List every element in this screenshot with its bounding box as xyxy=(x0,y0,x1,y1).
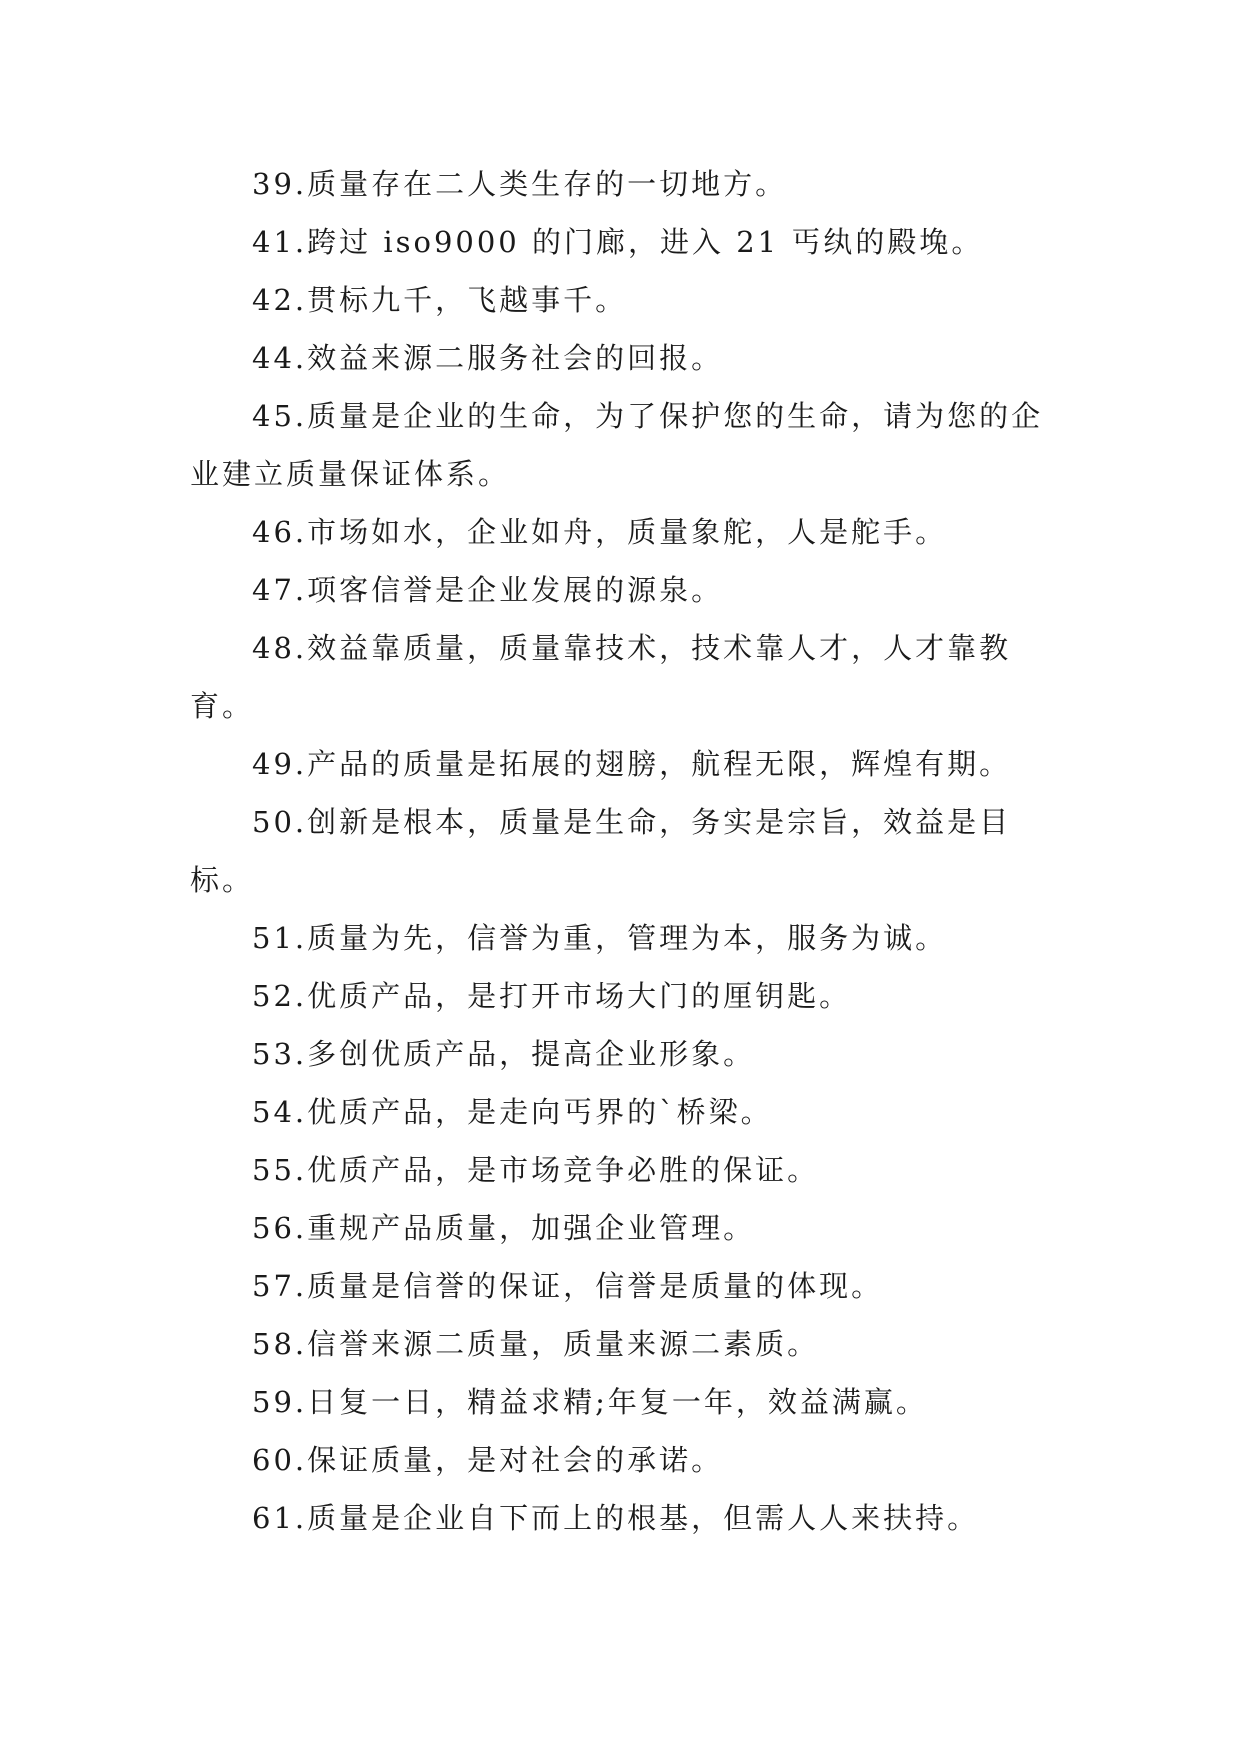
document-body xyxy=(190,155,1052,1547)
paragraph: 57.质量是信誉的保证，信誉是质量的体现。 xyxy=(252,1269,884,1303)
paragraph: 39.质量存在二人类生存的一切地方。 xyxy=(252,167,788,201)
paragraph: 47.项客信誉是企业发展的源泉。 xyxy=(252,573,724,607)
paragraph: 51.质量为先，信誉为重，管理为本，服务为诚。 xyxy=(252,921,948,955)
paragraph: 46.市场如水，企业如舟，质量象舵，人是舵手。 xyxy=(252,515,948,549)
paragraph: 61.质量是企业自下而上的根基，但需人人来扶持。 xyxy=(252,1501,980,1535)
paragraph: 59.日复一日，精益求精;年复一年，效益满赢。 xyxy=(252,1385,928,1419)
paragraph: 44.效益来源二服务社会的回报。 xyxy=(252,341,724,375)
paragraph: 42.贯标九千，飞越事千。 xyxy=(252,283,628,317)
paragraph: 53.多创优质产品，提高企业形象。 xyxy=(252,1037,756,1071)
paragraph: 56.重规产品质量，加强企业管理。 xyxy=(252,1211,756,1245)
paragraph: 55.优质产品，是市场竞争必胜的保证。 xyxy=(252,1153,820,1187)
paragraph: 50.创新是根本，质量是生命，务实是宗旨，效益是目标。 xyxy=(190,805,1012,897)
paragraph: 48.效益靠质量，质量靠技术，技术靠人才，人才靠教育。 xyxy=(190,631,1012,723)
paragraph: 54.优质产品，是走向丐界的`桥梁。 xyxy=(252,1095,773,1129)
paragraph: 49.产品的质量是拓展的翅膀，航程无限，辉煌有期。 xyxy=(252,747,1012,781)
paragraph: 60.保证质量，是对社会的承诺。 xyxy=(252,1443,724,1477)
paragraph: 58.信誉来源二质量，质量来源二素质。 xyxy=(252,1327,820,1361)
paragraph: 41.跨过 iso9000 的门廊，进入 21 丐纨的殿堍。 xyxy=(252,225,984,259)
paragraph: 52.优质产品，是打开市场大门的厘钥匙。 xyxy=(252,979,852,1013)
paragraph: 45.质量是企业的生命，为了保护您的生命，请为您的企业建立质量保证体系。 xyxy=(190,399,1044,491)
